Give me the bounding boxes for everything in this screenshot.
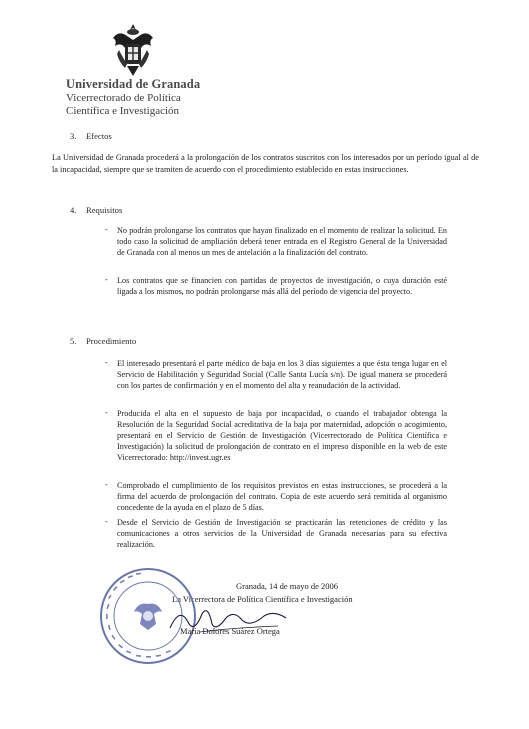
section-3-number: 3.: [70, 131, 77, 141]
requirement-item: No podrán prolongarse los contratos que hayan finalizado en el momento de realizar la solicitud. En todo caso la solicitud de ampliación deberá tener entrada en el Registro General de la Universidad de Granada con al menos un mes de antelación a la finalización del contrato.: [117, 226, 447, 258]
section-3-paragraph: La Universidad de Granada procederá a la prolongación de los contratos suscritos con los interesados por un período igual al de la incapacidad, siempre que se tramiten de acuerdo con el procedimiento establecido en estas instrucciones.: [52, 153, 479, 174]
signature-name: María Dolores Suárez Ortega: [180, 626, 280, 636]
requirement-item: Los contratos que se financien con partidas de proyectos de investigación, o cuya duración esté ligada a los mismos, no podrán prolongarse más allá del período de vigencia del proyecto.: [117, 276, 447, 297]
university-name: Universidad de Granada: [66, 77, 201, 91]
bullet-dash: -: [105, 517, 108, 526]
procedure-item: Producida el alta en el supuesto de baja por incapacidad, o cuando el trabajador obtenga la Resolución de la Seguridad Social acreditativa de la baja por maternidad, adopción o acogimiento, presentará en el Servicio de Gestión de Investigación (Vicerrectorado de Política Científica e Investigación) la solicitud de prolongación de contrato en el impreso disponible en la web de este Vicerrectorado: http://invest.ugr.es: [117, 409, 447, 463]
section-5-number: 5.: [70, 336, 77, 346]
bullet-dash: -: [105, 358, 108, 367]
section-5-title: Procedimiento: [86, 336, 137, 346]
university-coat-of-arms-icon: [105, 20, 161, 80]
signature-role: La Vicerrectora de Política Científica e Investigación: [172, 594, 353, 604]
bullet-dash: -: [105, 408, 108, 417]
section-3-title: Efectos: [86, 131, 112, 141]
section-4-number: 4.: [70, 205, 77, 215]
signature-place-date: Granada, 14 de mayo de 2006: [236, 581, 338, 591]
section-4-title: Requisitos: [86, 205, 123, 215]
bullet-dash: -: [105, 480, 108, 489]
procedure-item: Desde el Servicio de Gestión de Investigación se practicarán las retenciones de crédito y las comunicaciones a otros servicios de la Universidad de Granada necesarias para su efectiva realización.: [117, 518, 447, 550]
vicerrectorado-line-1: Vicerrectorado de Política: [66, 92, 181, 104]
vicerrectorado-line-2: Científica e Investigación: [66, 105, 180, 117]
procedure-item: El interesado presentará el parte médico de baja en los 3 días siguientes a que ésta tenga lugar en el Servicio de Habilitación y Seguridad Social (Calle Santa Lucía s/n). De igual manera se procederá con los partes de confirmación y en el momento del alta y reanudación de la actividad.: [117, 359, 447, 391]
procedure-item: Comprobado el cumplimiento de los requisitos previstos en estas instrucciones, se procederá a la firma del acuerdo de prolongación del contrato. Copia de este acuerdo será remitida al organismo concedente de la ayuda en el plazo de 5 días.: [117, 481, 447, 513]
bullet-dash: -: [105, 225, 108, 234]
bullet-dash: -: [105, 275, 108, 284]
